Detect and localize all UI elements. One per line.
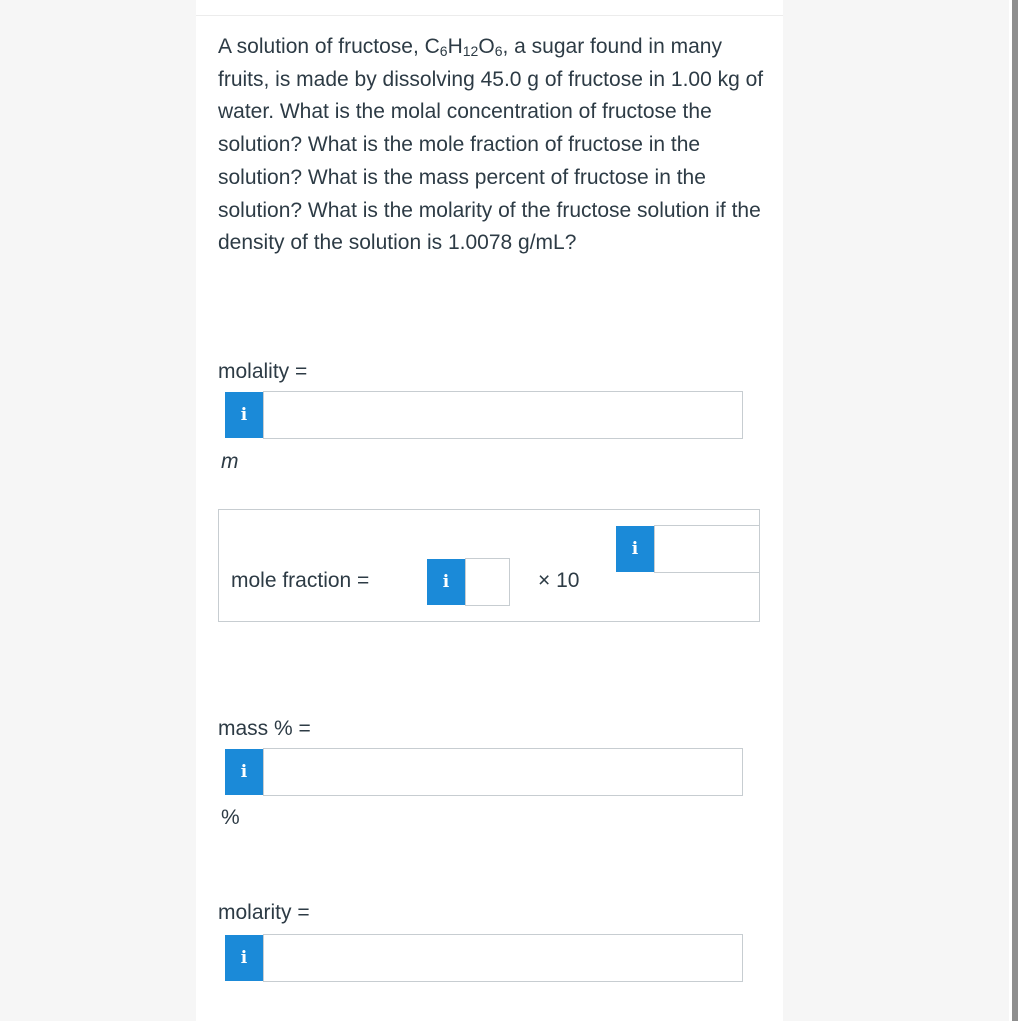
question-text: [218, 31, 768, 260]
question-intro: A solution of fructose,: [218, 35, 425, 58]
times-ten: × 10: [538, 569, 580, 592]
molarity-input[interactable]: [263, 934, 743, 982]
mass-percent-unit: %: [221, 806, 240, 829]
molality-unit: m: [221, 450, 239, 473]
mass-percent-info-icon[interactable]: i: [225, 749, 263, 795]
molarity-label: molarity =: [218, 901, 310, 924]
mass-percent-input[interactable]: [263, 748, 743, 796]
mole-fraction-exponent-input[interactable]: [654, 525, 760, 573]
exponent-info-icon[interactable]: i: [616, 526, 654, 572]
scrollbar-thumb[interactable]: [1012, 0, 1018, 1021]
left-gutter: [0, 0, 196, 1021]
mass-percent-label: mass % =: [218, 717, 311, 740]
scrollbar[interactable]: [1009, 0, 1024, 1021]
molality-info-icon[interactable]: i: [225, 392, 263, 438]
right-gutter: [783, 0, 1009, 1021]
fructose-formula: $C_6H_{12}O_6$: [424, 35, 503, 59]
molality-input[interactable]: [263, 391, 743, 439]
question-body: , a sugar found in many fruits, is made by dissolving 45.0 g of fructose in 1.00 kg of water. What is the molal concentration of fructose the solution? What is the mole fraction of fructose in the solution? What is the mass percent of fructose in the solution? What is the molarity of the fructose solution if the density of the solution is 1.0078 g/mL?: [218, 35, 764, 255]
mole-fraction-label: mole fraction =: [231, 569, 370, 592]
molarity-info-icon[interactable]: i: [225, 935, 263, 981]
mole-fraction-mantissa-input[interactable]: [465, 558, 510, 606]
molality-label: molality =: [218, 360, 308, 383]
mole-fraction-info-icon[interactable]: i: [427, 559, 465, 605]
